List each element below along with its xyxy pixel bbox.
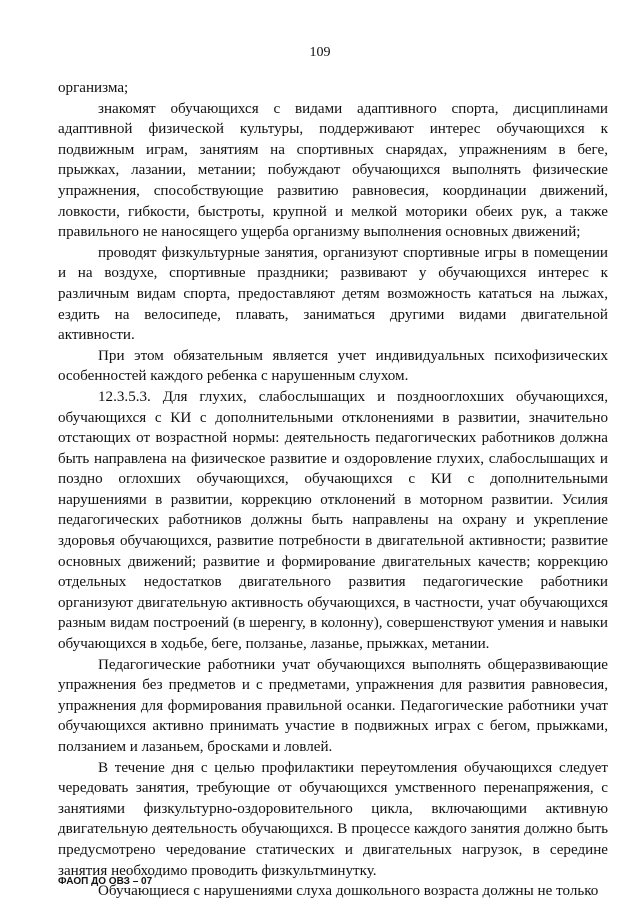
paragraph-3: проводят физкультурные занятия, организуют спортивные игры в помещении и на воздухе, спортивные праздники; развивают у обучающихся интерес к различным видам спорта, предоставляют детям возможность кататься на лыжах, ездить на велосипеде, плавать, заниматься другими видами двигательной активности.	[58, 244, 608, 344]
paragraph-2: знакомят обучающихся с видами адаптивного спорта, дисциплинами адаптивной физической культуры, поддерживают интерес обучающихся к подвижным играм, занятиям на спортивных снарядах, упражнениям в беге, прыжках, лазании, метании; побуждают обучающихся выполнять физические упражнения, способствующие развитию равновесия, координации движений, ловкости, гибкости, быстроты, крупной и мелкой моторики обеих рук, а также правильного не наносящего ущерба организму выполнения основных движений;	[58, 100, 608, 241]
paragraph-5: 12.3.5.3. Для глухих, слабослышащих и позднооглохших обучающихся, обучающихся с КИ с дополнительными отклонениями в развитии, значительно отстающих от возрастной нормы: деятельность педагогических работников должна быть направлена на физическое развитие и оздоровление глухих, слабослышащих и поздно оглохших обучающихся, обучающихся с КИ с дополнительными нарушениями в развитии, коррекцию отклонений в моторном развитии. Усилия педагогических работников должны быть направлены на охрану и укрепление здоровья обучающихся, развитие потребности в двигательной активности; развитие основных движений; развитие и формирование двигательных качеств; коррекцию отдельных недостатков двигательного развития педагогические работники организуют двигательную активность обучающихся, в частности, учат обучающихся разным видам построений (в шеренгу, в колонну), совершенствуют умения и навыки обучающихся в ходьбе, беге, ползанье, лазанье, прыжках, метании.	[58, 388, 608, 653]
document-footer: ФАОП ДО ОВЗ – 07	[58, 876, 153, 887]
paragraph-7: В течение дня с целью профилактики переутомления обучающихся следует чередовать занятия, требующие от обучающихся умственного перенапряжения, с занятиями физкультурно-оздоровительного цикла, включающими активную двигательную деятельность обучающихся. В процессе каждого занятия должно быть предусмотрено чередование статических и двигательных нагрузок, в середине занятия необходимо проводить физкультминутку.	[58, 759, 608, 879]
paragraph-1: организма;	[58, 80, 129, 96]
paragraph-8: Обучающиеся с нарушениями слуха дошкольного возраста должны не только	[98, 883, 599, 900]
page-number: 109	[309, 45, 331, 60]
paragraph-4: При этом обязательным является учет индивидуальных психофизических особенностей каждого ребенка с нарушенным слухом.	[58, 347, 608, 385]
paragraph-6: Педагогические работники учат обучающихся выполнять общеразвивающие упражнения без предметов и с предметами, упражнения для развития равновесия, упражнения для формирования правильной осанки. Педагогические работники учат обучающихся активно принимать участие в подвижных играх с бегом, прыжками, ползанием и лазаньем, бросками и ловлей.	[58, 656, 608, 755]
body-text	[58, 78, 608, 902]
